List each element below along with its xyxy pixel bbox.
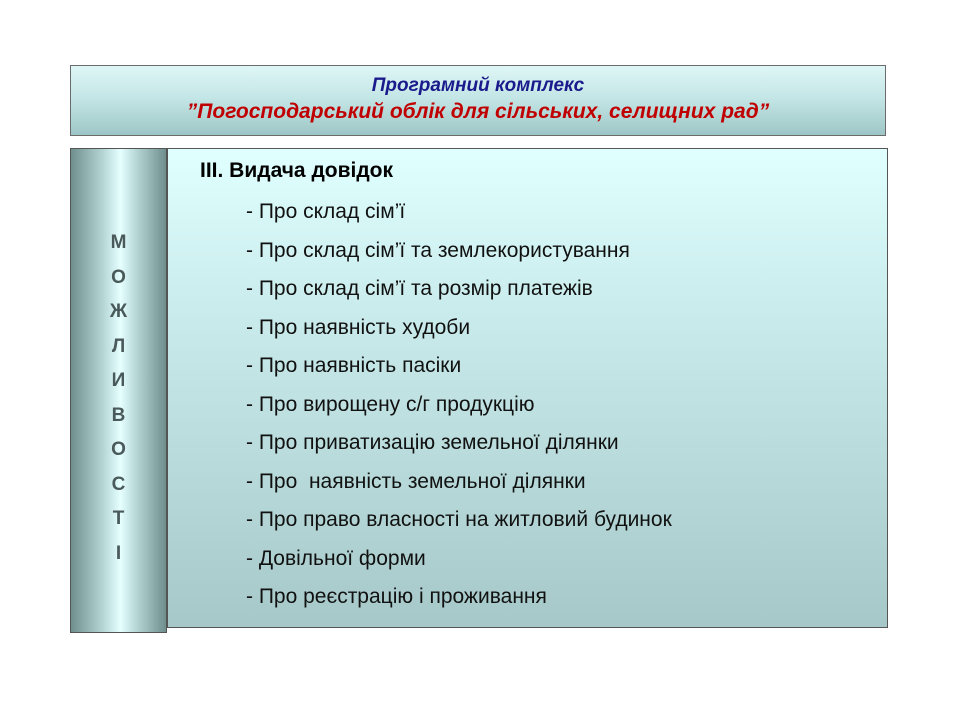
side-letter: И bbox=[111, 370, 126, 391]
list-item: - Про приватизацію земельної ділянки bbox=[246, 431, 619, 454]
list-item: - Про наявність пасіки bbox=[246, 354, 462, 377]
side-letter: В bbox=[111, 404, 126, 426]
list-item: - Про склад сім’ї bbox=[246, 200, 406, 223]
side-letter: Л bbox=[111, 335, 126, 357]
side-letter: І bbox=[115, 542, 122, 564]
side-letter: Ж bbox=[109, 301, 128, 322]
list-item: - Про склад сім’ї та землекористування bbox=[246, 238, 630, 262]
list-item: - Про наявність худоби bbox=[246, 315, 471, 339]
side-letter: С bbox=[111, 473, 126, 495]
side-letter: О bbox=[111, 266, 126, 288]
list-item: - Про реєстрацію і проживання bbox=[246, 585, 547, 608]
certificate-list bbox=[246, 196, 672, 620]
side-bar bbox=[70, 148, 167, 633]
list-item: - Про склад сім’ї та розмір платежів bbox=[246, 277, 593, 300]
list-item: - Про вирощену с/г продукцію bbox=[246, 392, 535, 416]
side-letter: О bbox=[111, 439, 126, 460]
list-item: - Про право власності на житловий будинок bbox=[246, 508, 672, 531]
title-box bbox=[70, 65, 886, 136]
list-item: - Довільної форми bbox=[246, 546, 426, 570]
side-letter: Т bbox=[112, 508, 125, 529]
side-letter: М bbox=[110, 232, 127, 253]
section-heading: ІІІ. Видача довідок bbox=[200, 159, 394, 182]
side-vertical-label bbox=[71, 226, 166, 571]
list-item: - Про наявність земельної ділянки bbox=[246, 469, 586, 493]
title-line1: Програмний комплекс bbox=[371, 75, 585, 96]
title-line2: ”Погосподарський облік для сільських, селищних рад” bbox=[186, 100, 770, 123]
content-panel bbox=[167, 148, 888, 628]
